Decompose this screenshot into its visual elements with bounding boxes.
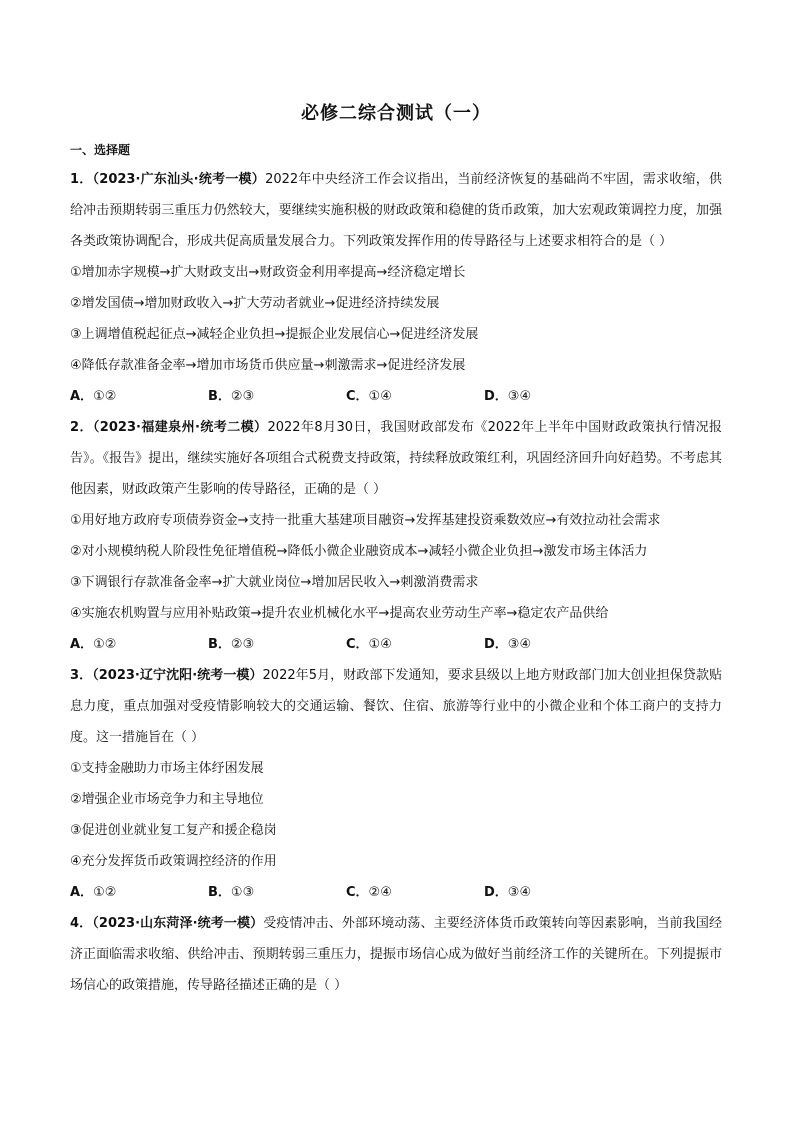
question-stem — [70, 164, 722, 257]
choice-letter: C． — [346, 885, 369, 900]
choice-letter: B． — [208, 637, 231, 652]
choice-c[interactable] — [346, 877, 484, 908]
choice-text: ③④ — [507, 389, 532, 404]
choice-d[interactable] — [484, 381, 622, 412]
question-1 — [70, 164, 722, 412]
choice-text: ②④ — [368, 885, 392, 900]
choice-text: ③④ — [507, 885, 532, 900]
page-title: 必修二综合测试（一） — [301, 103, 491, 124]
choice-a[interactable] — [70, 629, 208, 660]
choice-b[interactable] — [208, 629, 346, 660]
question-source: （2023·辽宁沈阳·统考一模） — [92, 668, 263, 683]
option-4: ④实施农机购置与应用补贴政策→提升农业机械化水平→提高农业劳动生产率→稳定农产品供给 — [70, 606, 609, 621]
option-2: ②增发国债→增加财政收入→扩大劳动者就业→促进经济持续发展 — [70, 296, 440, 311]
question-number: 4． — [70, 916, 93, 931]
choice-letter: A． — [70, 885, 94, 900]
choice-letter: A． — [70, 389, 94, 404]
choice-c[interactable] — [346, 381, 484, 412]
question-source: （2023·福建泉州·统考二模） — [92, 420, 268, 435]
answer-choices — [70, 877, 722, 908]
option-1: ①增加赤字规模→扩大财政支出→财政资金利用率提高→经济稳定增长 — [70, 265, 466, 280]
question-source: （2023·山东菏泽·统考一模） — [92, 916, 264, 931]
choice-d[interactable] — [484, 629, 622, 660]
question-number: 2． — [70, 420, 93, 435]
question-text: 受疫情冲击、外部环境动荡、主要经济体货币政策转向等因素影响，当前我国经济正面临需求收缩、供给冲击、预期转弱三重压力，提振市场信心成为做好当前经济工作的关键所在。下列提振市场信心的政策措施，传导路径描述正确的是（ ） — [70, 916, 722, 993]
option-1: ①用好地方政府专项债券资金→支持一批重大基建项目融资→发挥基建投资乘数效应→有效拉动社会需求 — [70, 513, 661, 528]
question-3 — [70, 660, 722, 908]
question-stem — [70, 908, 722, 1001]
choice-text: ③④ — [507, 637, 532, 652]
option-3: ③下调银行存款准备金率→扩大就业岗位→增加居民收入→刺激消费需求 — [70, 575, 479, 590]
choice-a[interactable] — [70, 381, 208, 412]
choice-letter: D． — [484, 637, 508, 652]
choice-letter: D． — [484, 389, 508, 404]
choice-text: ①② — [93, 885, 117, 900]
question-text: 2022年5月，财政部下发通知，要求县级以上地方财政部门加大创业担保贷款贴息力度，重点加强对受疫情影响较大的交通运输、餐饮、住宿、旅游等行业中的小微企业和个体工商户的支持力度。这一措施旨在（ ） — [70, 668, 723, 745]
question-text: 2022年中央经济工作会议指出，当前经济恢复的基础尚不牢固，需求收缩，供给冲击预期转弱三重压力仍然较大，要继续实施积极的财政政策和稳健的货币政策，加大宏观政策调控力度，加强各类政策协调配合，形成共促高质量发展合力。下列政策发挥作用的传导路径与上述要求相符合的是（ ） — [70, 172, 723, 249]
document-page — [70, 100, 722, 1001]
option-3: ③促进创业就业复工复产和援企稳岗 — [70, 823, 277, 838]
choice-letter: C． — [346, 389, 369, 404]
choice-text: ①② — [93, 637, 117, 652]
question-stem — [70, 660, 722, 753]
choice-letter: B． — [208, 389, 231, 404]
question-stem — [70, 412, 722, 505]
question-number: 3． — [70, 668, 93, 683]
question-source: （2023·广东汕头·统考一模） — [92, 172, 266, 187]
choice-c[interactable] — [346, 629, 484, 660]
question-number: 1． — [70, 172, 93, 187]
answer-choices — [70, 629, 722, 660]
question-2 — [70, 412, 722, 660]
answer-choices — [70, 381, 722, 412]
choice-text: ②③ — [230, 637, 255, 652]
choice-letter: B． — [208, 885, 231, 900]
choice-b[interactable] — [208, 877, 346, 908]
choice-d[interactable] — [484, 877, 622, 908]
question-4 — [70, 908, 722, 1001]
choice-letter: C． — [346, 637, 369, 652]
option-4: ④降低存款准备金率→增加市场货币供应量→刺激需求→促进经济发展 — [70, 358, 466, 373]
choice-letter: D． — [484, 885, 508, 900]
choice-letter: A． — [70, 637, 94, 652]
option-2: ②增强企业市场竞争力和主导地位 — [70, 792, 264, 807]
choice-text: ①② — [93, 389, 117, 404]
option-4: ④充分发挥货币政策调控经济的作用 — [70, 854, 277, 869]
option-3: ③上调增值税起征点→减轻企业负担→提振企业发展信心→促进经济发展 — [70, 327, 479, 342]
section-heading: 一、选择题 — [70, 143, 131, 157]
option-2: ②对小规模纳税人阶段性免征增值税→降低小微企业融资成本→减轻小微企业负担→激发市场主体活力 — [70, 544, 648, 559]
choice-text: ①③ — [230, 885, 255, 900]
question-text: 2022年8月30日，我国财政部发布《2022年上半年中国财政政策执行情况报告》。《报告》提出，继续实施好各项组合式税费支持政策，持续释放政策红利，巩固经济回升向好趋势。不考虑其他因素，财政政策产生影响的传导路径，正确的是（ ） — [70, 420, 723, 497]
choice-text: ①④ — [368, 389, 392, 404]
choice-text: ②③ — [230, 389, 255, 404]
choice-text: ①④ — [368, 637, 392, 652]
choice-b[interactable] — [208, 381, 346, 412]
choice-a[interactable] — [70, 877, 208, 908]
option-1: ①支持金融助力市场主体纾困发展 — [70, 761, 264, 776]
